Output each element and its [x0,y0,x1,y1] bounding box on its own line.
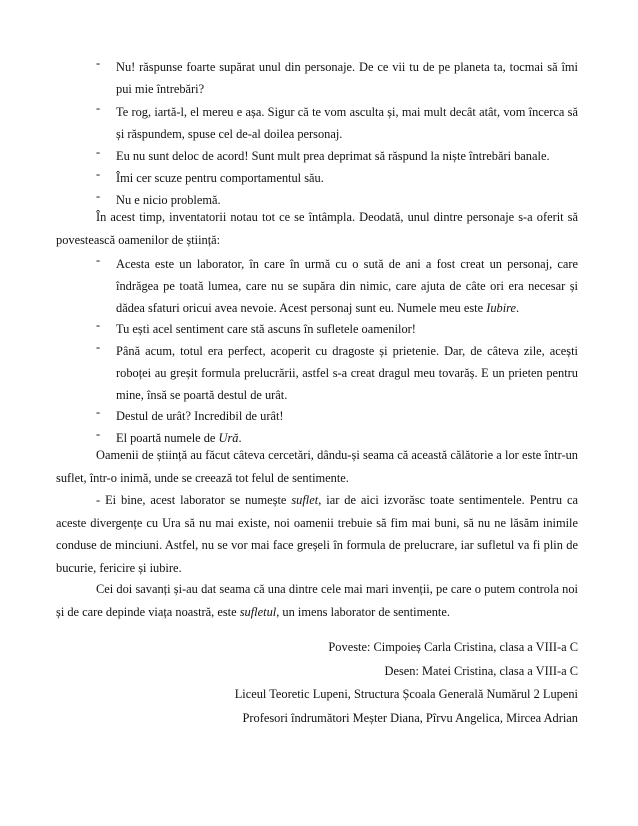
term-emphasis: suflet [291,493,319,507]
dialogue-dash: - [96,427,101,441]
credit-drawing-author: Desen: Matei Cristina, clasa a VIII-a C [384,663,578,678]
narrative-paragraph: - Ei bine, acest laborator se numește suflet, iar de aici izvorăsc toate sentimentele. Pentru ca aceste divergențe cu Ura să nu mai existe, noi oamenii trebuie să fim mai buni, să nu ne lăsăm inimile conduse de minciuni. Astfel, nu se vor mai face greșeli în formula de prelucrare, iar sufletul va fi plin de bucurie, fericire și iubire. [56,493,578,575]
dialogue-dash: - [96,56,101,70]
credit-teachers: Profesori îndrumători Meșter Diana, Pîrvu Angelica, Mircea Adrian [242,710,578,725]
dialogue-text: Nu e nicio problemă. [116,193,221,207]
dialogue-text: Îmi cer scuze pentru comportamentul său. [116,171,324,185]
credit-school: Liceul Teoretic Lupeni, Structura Școala Generală Numărul 2 Lupeni [234,687,578,701]
dialogue-line [96,167,578,189]
dialogue-text: Eu nu sunt deloc de acord! Sunt mult prea deprimat să răspund la niște întrebări banale. [116,149,550,163]
dialogue-text: Nu! răspunse foarte supărat unul din personaje. De ce vii tu de pe planeta ta, tocmai să îmi pui mie întrebări? [116,60,578,96]
dialogue-line [96,253,578,319]
credits-block [235,636,578,730]
dialogue-dash: - [96,340,101,354]
dialogue-line [96,340,578,406]
dialogue-text: Până acum, totul era perfect, acoperit cu dragoste și prietenie. Dar, de câteva zile, acești roboței au greșit formula prelucrării, astfel s-a creat dragul meu tovarăș. E un prieten pentru mine, însă se poartă destul de urât. [116,344,578,402]
dialogue-text: Destul de urât? Incredibil de urât! [116,409,284,423]
dialogue-dash: - [96,318,101,332]
dialogue-dash: - [96,101,101,115]
term-emphasis: sufletul [239,604,277,619]
dialogue-line [96,405,578,427]
dialogue-line [96,56,578,100]
dialogue-dash: - [96,189,101,203]
name-emphasis: Ură [218,431,239,445]
dialogue-text: El poartă numele de Ură. [116,431,242,445]
dialogue-dash: - [96,145,101,159]
narrative-paragraph: Oamenii de știință au făcut câteva cercetări, dându-și seama că această călătorie a lor este într-un suflet, într-o inimă, unde se creează tot felul de sentimente. [56,448,578,485]
narrative-paragraph: Cei doi savanți și-au dat seama că una dintre cele mai mari invenții, pe care o putem controla noi și de care depinde viața noastră, este sufletul, un imens laborator de sentimente. [56,582,578,619]
credit-story-author: Poveste: Cimpoieș Carla Cristina, clasa a VIII-a C [328,640,578,654]
dialogue-line [96,318,578,340]
dialogue-line [96,145,578,167]
dialogue-text: Te rog, iartă-l, el mereu e așa. Sigur că te vom asculta și, mai mult decât atât, vom încerca să și răspundem, spuse cel de-al doilea personaj. [116,105,578,141]
dialogue-text: Acesta este un laborator, în care în urmă cu o sută de ani a fost creat un personaj, care îndrăgea pe toată lumea, care nu se supăra din nimic, care ajuta de câte ori era necesar și dădea sfaturi oricui avea nevoie. Acest personaj sunt eu. Numele meu este Iubire. [116,257,578,315]
dialogue-text: Tu ești acel sentiment care stă ascuns în sufletele oamenilor! [116,322,416,336]
dialogue-dash: - [96,405,101,419]
name-emphasis: Iubire [486,301,517,315]
narrative-paragraph: În acest timp, inventatorii notau tot ce se întâmpla. Deodată, unul dintre personaje s-a oferit să povestească oamenilor de știință: [56,210,578,247]
dialogue-dash: - [96,167,101,181]
dialogue-dash: - [96,253,101,267]
dialogue-line [96,101,578,145]
